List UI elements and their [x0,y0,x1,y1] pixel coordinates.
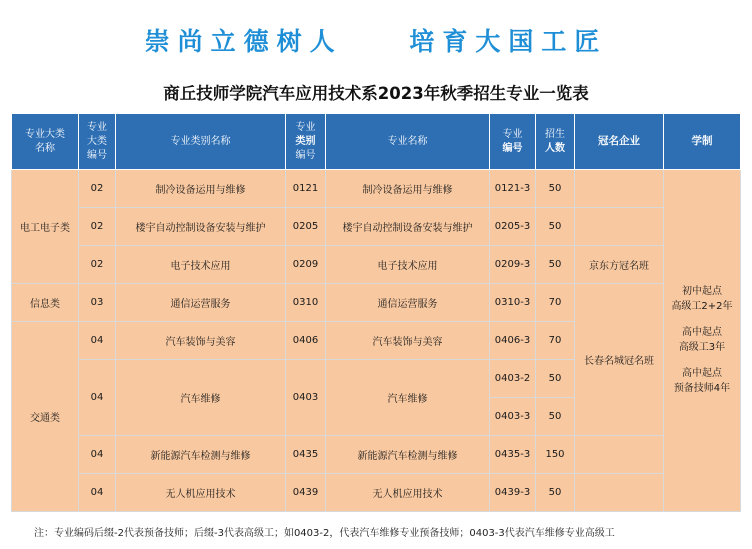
major-name-cell: 新能源汽车检测与维修 [326,436,490,474]
major-code-cell: 0406-3 [490,322,536,360]
class-name-cell: 通信运营服务 [116,284,286,322]
quota-cell: 50 [536,246,575,284]
class-name-cell: 制冷设备运用与维修 [116,170,286,208]
class-code-cell: 0406 [286,322,326,360]
category-code-cell: 04 [79,360,116,436]
header-major-code: 专业 编号 [490,114,536,170]
class-name-cell: 汽车装饰与美容 [116,322,286,360]
duration-line: 高级工3年 [678,341,726,353]
class-code-cell: 0209 [286,246,326,284]
category-code-cell: 02 [79,170,116,208]
quota-cell: 50 [536,360,575,398]
class-code-cell: 0121 [286,170,326,208]
class-name-cell: 汽车维修 [116,360,286,436]
duration-line: 高中起点 [682,327,722,338]
partner-cell [575,474,664,512]
duration-line: 初中起点 [682,286,722,297]
duration-line: 高级工2+2年 [671,300,733,312]
major-name-cell: 电子技术应用 [326,246,490,284]
quota-cell: 70 [536,284,575,322]
major-code-cell: 0121-3 [490,170,536,208]
major-code-cell: 0403-2 [490,360,536,398]
class-code-cell: 0205 [286,208,326,246]
page-title: 商丘技师学院汽车应用技术系2023年秋季招生专业一览表 [163,84,589,103]
class-code-cell: 0435 [286,436,326,474]
major-name-cell: 制冷设备运用与维修 [326,170,490,208]
major-code-cell: 0310-3 [490,284,536,322]
category-code-cell: 02 [79,208,116,246]
slogan-banner: 崇尚立德树人 培育大国工匠 [144,27,608,56]
major-code-cell: 0439-3 [490,474,536,512]
table-row [12,474,741,512]
table-row [12,284,741,322]
class-code-cell: 0310 [286,284,326,322]
header-category-name: 专业大类 名称 [12,114,79,170]
header-major-name: 专业名称 [326,114,490,170]
category-xinxi: 信息类 [12,284,79,322]
major-code-cell: 0205-3 [490,208,536,246]
table-row [12,170,741,208]
quota-cell: 50 [536,398,575,436]
duration-cell [664,170,741,512]
partner-cell [575,170,664,208]
category-code-cell: 04 [79,436,116,474]
table-row [12,246,741,284]
major-code-cell: 0403-3 [490,398,536,436]
partner-cell: 京东方冠名班 [575,246,664,284]
category-jiaotong: 交通类 [12,322,79,512]
category-code-cell: 04 [79,322,116,360]
category-code-cell: 04 [79,474,116,512]
class-code-cell: 0403 [286,360,326,436]
quota-cell: 50 [536,208,575,246]
major-name-cell: 通信运营服务 [326,284,490,322]
major-code-cell: 0435-3 [490,436,536,474]
duration-line: 预备技师4年 [673,382,731,394]
category-dianzi: 电工电子类 [12,170,79,284]
partner-merged-cell: 长春名城冠名班 [575,284,664,436]
major-name-cell: 汽车装饰与美容 [326,322,490,360]
enrollment-table [11,113,741,512]
major-name-cell: 楼宇自动控制设备安装与维护 [326,208,490,246]
header-partner: 冠名企业 [575,114,664,170]
header-quota: 招生 人数 [536,114,575,170]
header-duration: 学制 [664,114,741,170]
partner-cell [575,436,664,474]
table-row [12,436,741,474]
header-class-name: 专业类别名称 [116,114,286,170]
class-code-cell: 0439 [286,474,326,512]
class-name-cell: 电子技术应用 [116,246,286,284]
quota-cell: 150 [536,436,575,474]
major-name-cell: 无人机应用技术 [326,474,490,512]
class-name-cell: 无人机应用技术 [116,474,286,512]
duration-line: 高中起点 [682,368,722,379]
quota-cell: 50 [536,474,575,512]
quota-cell: 50 [536,170,575,208]
partner-cell [575,208,664,246]
footnote: 注：专业编码后缀-2代表预备技师；后缀-3代表高级工；如0403-2，代表汽车维修专业预备技师；0403-3代表汽车维修专业高级工 [34,528,615,539]
class-name-cell: 楼宇自动控制设备安装与维护 [116,208,286,246]
header-class-code: 专业 类别 编号 [286,114,326,170]
major-code-cell: 0209-3 [490,246,536,284]
category-code-cell: 03 [79,284,116,322]
table-header-row [12,114,741,170]
category-code-cell: 02 [79,246,116,284]
quota-cell: 70 [536,322,575,360]
table-row [12,208,741,246]
class-name-cell: 新能源汽车检测与维修 [116,436,286,474]
header-category-code: 专业 大类 编号 [79,114,116,170]
major-name-cell: 汽车维修 [326,360,490,436]
